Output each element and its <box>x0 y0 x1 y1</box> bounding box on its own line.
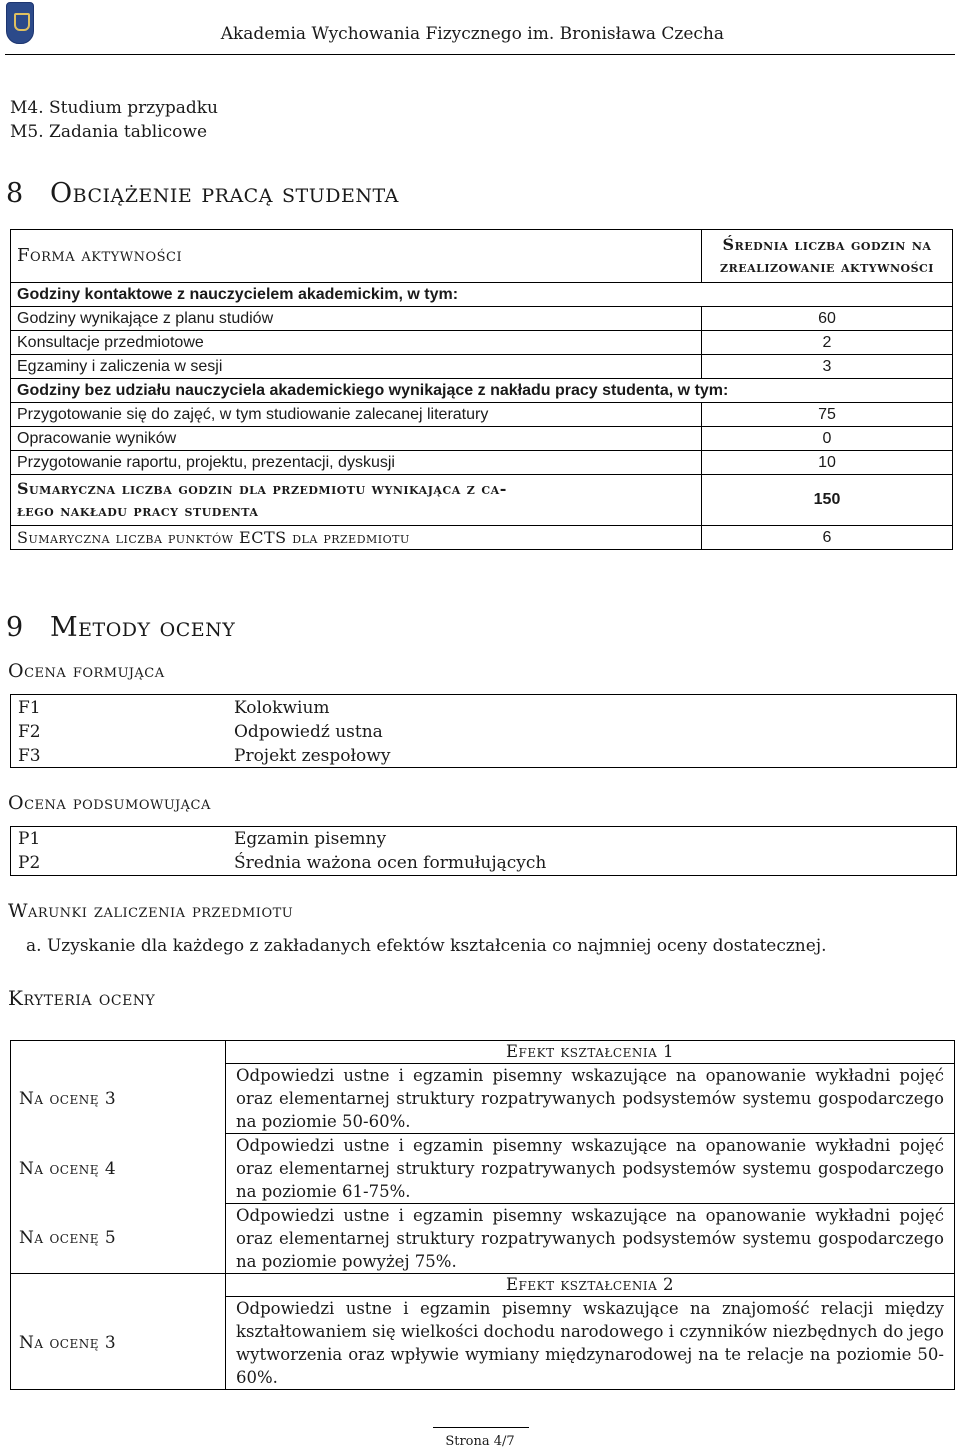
footer-divider <box>433 1427 529 1428</box>
subheading-formative: Ocena formująca <box>8 660 165 682</box>
formative-table <box>10 696 956 768</box>
activity-hours: 75 <box>702 403 953 427</box>
table-sum-row <box>11 475 953 526</box>
table-row <box>11 427 953 451</box>
assessment-code: P1 <box>18 829 41 849</box>
activity-label: Godziny wynikające z planu studiów <box>11 307 702 331</box>
grade-label: Na ocenę 3 <box>11 1064 226 1134</box>
table-row <box>11 307 953 331</box>
assessment-text: Średnia ważona ocen formułujących <box>234 853 547 873</box>
header-title: Akademia Wychowania Fizycznego im. Bronisława Czecha <box>220 24 724 44</box>
subheading-summative: Ocena podsumowująca <box>8 792 211 814</box>
activity-label: Przygotowanie się do zajęć, w tym studiowanie zalecanej literatury <box>11 403 702 427</box>
sum-hours-label-line-2: łego nakładu pracy studenta <box>17 501 259 520</box>
activity-label: Przygotowanie raportu, projektu, prezentacji, dyskusji <box>11 451 702 475</box>
method-item: M5. Zadania tablicowe <box>10 122 208 142</box>
header-divider <box>5 54 955 55</box>
table-row <box>11 403 953 427</box>
activity-label: Opracowanie wyników <box>11 427 702 451</box>
table-row <box>11 451 953 475</box>
university-logo-icon <box>6 2 34 44</box>
assessment-code: F1 <box>18 698 41 718</box>
table-row <box>11 1134 955 1204</box>
section-title: Obciążenie pracą studenta <box>50 178 399 209</box>
section-number: 9 <box>6 612 24 643</box>
grade-label: Na ocenę 5 <box>11 1204 226 1274</box>
grade-label: Na ocenę 4 <box>11 1134 226 1204</box>
activity-label: Egzaminy i zaliczenia w sesji <box>11 355 702 379</box>
list-item <box>10 720 956 744</box>
activity-hours: 10 <box>702 451 953 475</box>
assessment-text: Egzamin pisemny <box>234 829 387 849</box>
section-title: Metody oceny <box>50 612 236 643</box>
list-item <box>10 827 956 851</box>
column-header-hours: Średnia liczba godzin na zrealizowanie aktywności <box>702 230 953 283</box>
list-item <box>10 744 956 768</box>
sum-hours-label <box>11 475 702 526</box>
table-row <box>11 1204 955 1274</box>
assessment-code: P2 <box>18 853 41 873</box>
criteria-table <box>10 1040 955 1390</box>
section-heading-assessment <box>6 612 235 643</box>
table-row <box>11 1297 955 1390</box>
table-row <box>11 355 953 379</box>
assessment-text: Projekt zespołowy <box>234 746 391 766</box>
sum-ects-label: Sumaryczna liczba punktów ECTS dla przedmiotu <box>11 526 702 550</box>
criterion-text: Odpowiedzi ustne i egzamin pisemny wskazujące na opanowanie wykładni pojęć oraz elementarnej struktury rozpatrywanych podsystemów systemu gospodarczego na poziomie 50-60%. <box>226 1064 955 1134</box>
column-header-activity: Forma aktywności <box>11 230 702 283</box>
section-heading-workload <box>6 178 399 209</box>
conditions-text: a. Uzyskanie dla każdego z zakładanych efektów kształcenia co najmniej oceny dostatecznej. <box>26 936 827 956</box>
table-group-row <box>11 283 953 307</box>
assessment-text: Kolokwium <box>234 698 330 718</box>
effect-header-row <box>11 1274 955 1297</box>
table-row <box>11 1064 955 1134</box>
criterion-text: Odpowiedzi ustne i egzamin pisemny wskazujące na opanowanie wykładni pojęć oraz elementarnej struktury rozpatrywanych podsystemów systemu gospodarczego na poziomie 61-75%. <box>226 1134 955 1204</box>
group-self-study-hours: Godziny bez udziału nauczyciela akademickiego wynikające z nakładu pracy studenta, w tym: <box>11 379 953 403</box>
subheading-conditions: Warunki zaliczenia przedmiotu <box>8 900 294 922</box>
workload-table <box>10 229 953 550</box>
sum-ects-value: 6 <box>702 526 953 550</box>
grade-column-spacer <box>11 1041 226 1064</box>
activity-hours: 2 <box>702 331 953 355</box>
sum-hours-label-line-1: Sumaryczna liczba godzin dla przedmiotu wynikająca z ca- <box>17 479 507 498</box>
activity-hours: 0 <box>702 427 953 451</box>
criterion-text: Odpowiedzi ustne i egzamin pisemny wskazujące na znajomość relacji między kształtowaniem się wielkości dochodu narodowego i czynników niezbędnych do jego wytworzenia oraz wpływie wymiany międzynarodowej na te relacje na poziomie 50-60%. <box>226 1297 955 1390</box>
page-number: Strona 4/7 <box>445 1434 515 1449</box>
subheading-criteria: Kryteria oceny <box>8 986 156 1010</box>
method-item: M4. Studium przypadku <box>10 98 218 118</box>
group-contact-hours: Godziny kontaktowe z nauczycielem akademickim, w tym: <box>11 283 953 307</box>
sum-hours-value: 150 <box>702 475 953 526</box>
assessment-code: F2 <box>18 722 41 742</box>
assessment-text: Odpowiedź ustna <box>234 722 383 742</box>
activity-hours: 3 <box>702 355 953 379</box>
summative-table <box>10 827 956 875</box>
grade-column-spacer <box>11 1274 226 1297</box>
table-header-row <box>11 230 953 283</box>
table-row <box>11 331 953 355</box>
effect-header-row <box>11 1041 955 1064</box>
list-item <box>10 696 956 720</box>
activity-hours: 60 <box>702 307 953 331</box>
effect-heading: Efekt kształcenia 2 <box>226 1274 955 1297</box>
section-number: 8 <box>6 178 24 209</box>
list-item <box>10 851 956 875</box>
activity-label: Konsultacje przedmiotowe <box>11 331 702 355</box>
table-sum-row <box>11 526 953 550</box>
table-group-row <box>11 379 953 403</box>
criterion-text: Odpowiedzi ustne i egzamin pisemny wskazujące na opanowanie wykładni pojęć oraz elementarnej struktury rozpatrywanych podsystemów systemu gospodarczego na poziomie powyżej 75%. <box>226 1204 955 1274</box>
assessment-code: F3 <box>18 746 41 766</box>
effect-heading: Efekt kształcenia 1 <box>226 1041 955 1064</box>
grade-label: Na ocenę 3 <box>11 1297 226 1390</box>
